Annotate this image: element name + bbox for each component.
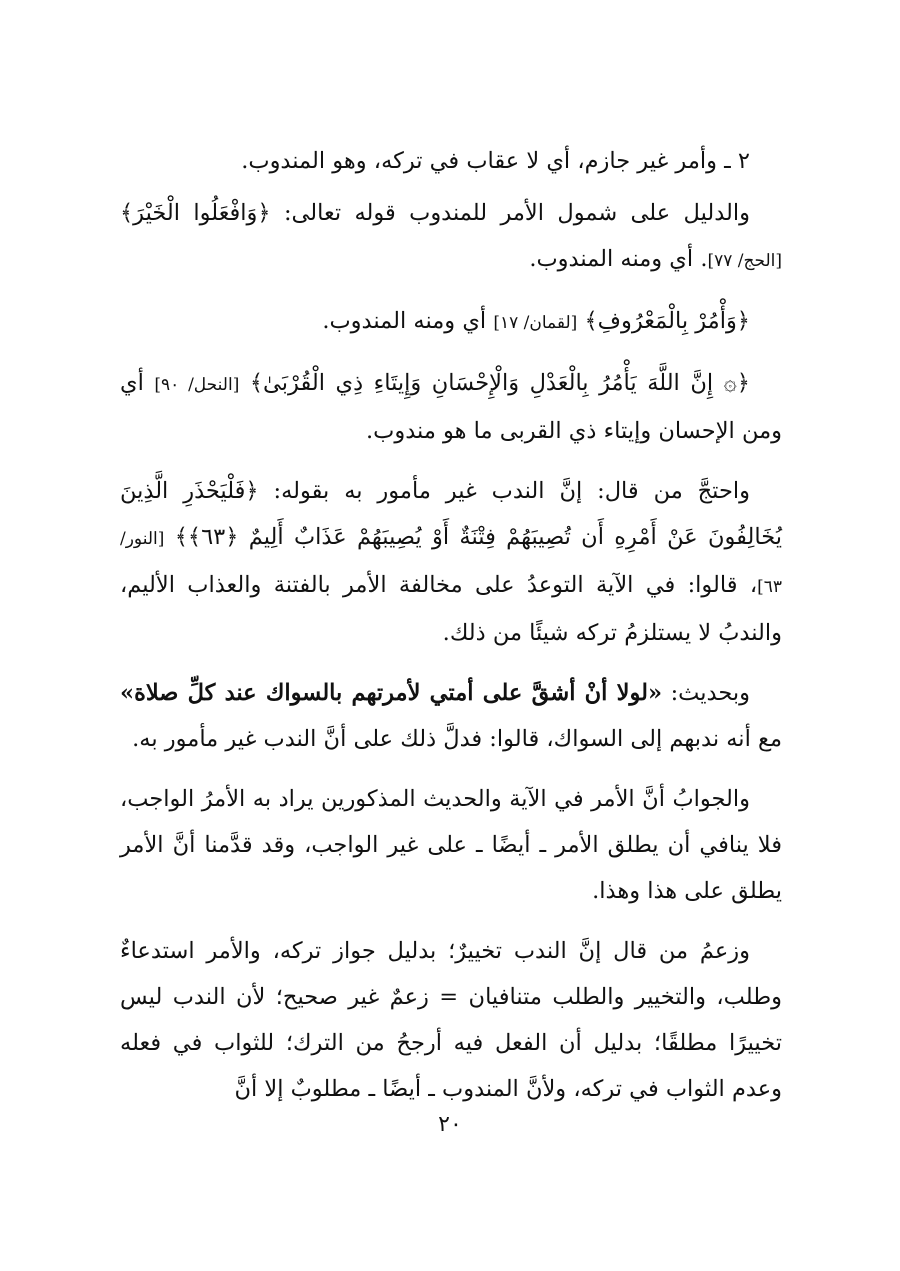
page-number: ٢٠ [438, 1112, 462, 1137]
paragraph-5 [120, 468, 782, 656]
paragraph-4-tail: أي ومن الإحسان وإيتاء ذي القربى ما هو مندوب. [120, 370, 782, 444]
paragraph-6-tail: مع أنه ندبهم إلى السواك، قالوا: فدلَّ ذلك على أنَّ الندب غير مأمور به. [132, 726, 782, 752]
paragraph-5-tail: ، قالوا: في الآية التوعدُ على مخالفة الأمر بالفتنة والعذاب الأليم، والندبُ لا يستلزمُ تركه شيئًا من ذلك. [120, 572, 782, 646]
paragraph-7-text: والجوابُ أنَّ الأمر في الآية والحديث المذكورين يراد به الأمرُ الواجب، فلا ينافي أن يطلق الأمر ـ أيضًا ـ على غير الواجب، وقد قدَّمنا أنَّ الأمر يطلق على هذا وهذا. [120, 786, 782, 904]
paragraph-8 [120, 928, 782, 1112]
paragraph-3 [120, 298, 782, 346]
paragraph-5-intro: واحتجَّ من قال: إنَّ الندب غير مأمور به بقوله: [273, 478, 751, 504]
quran-verse: ﴿وَافْعَلُوا الْخَيْرَ﴾ [120, 200, 271, 226]
verse-reference: [النحل/ ٩٠] [154, 375, 240, 395]
verse-reference: [النور/ ٦٣] [120, 529, 782, 597]
quran-verse: ﴿فَلْيَحْذَرِ الَّذِينَ يُخَالِفُونَ عَنْ أَمْرِهِ أَن تُصِيبَهُمْ فِتْنَةٌ أَوْ يُصِيبَهُمْ عَذَابٌ أَلِيمٌ ﴿٦٣﴾﴾ [120, 478, 782, 550]
quran-verse: ﴿وَأْمُرْ بِالْمَعْرُوفِ﴾ [584, 308, 750, 334]
paragraph-7 [120, 776, 782, 914]
paragraph-2 [120, 190, 782, 284]
paragraph-1 [120, 138, 782, 184]
hadith-quote: «لولا أنْ أشقَّ على أمتي لأمرتهم بالسواك عند كلِّ صلاة» [120, 680, 663, 706]
quran-verse: ﴿۞ إِنَّ اللَّهَ يَأْمُرُ بِالْعَدْلِ وَالْإِحْسَانِ وَإِيتَاءِ ذِي الْقُرْبَىٰ﴾ [249, 370, 750, 396]
verse-reference: [الحج/ ٧٧] [707, 251, 782, 271]
verse-reference: [لقمان/ ١٧] [493, 313, 578, 333]
page-body [120, 138, 782, 1126]
paragraph-2-intro: والدليل على شمول الأمر للمندوب قوله تعالى: [283, 200, 750, 226]
paragraph-6-intro: وبحديث: [670, 680, 750, 706]
paragraph-3-tail: أي ومنه المندوب. [322, 308, 487, 334]
paragraph-8-text: وزعمُ من قال إنَّ الندب تخييرٌ؛ بدليل جواز تركه، والأمر استدعاءٌ وطلب، والتخيير والطلب متنافيان = زعمٌ غير صحيح؛ لأن الندب ليس تخييرًا مطلقًا؛ بدليل أن الفعل فيه أرجحُ من الترك؛ للثواب في فعله وعدم الثواب في تركه، ولأنَّ المندوب ـ أيضًا ـ مطلوبٌ إلا أنَّ [120, 938, 782, 1102]
paragraph-2-tail: . أي ومنه المندوب. [529, 246, 708, 272]
paragraph-4 [120, 360, 782, 454]
paragraph-6 [120, 670, 782, 762]
paragraph-1-text: ٢ ـ وأمر غير جازم، أي لا عقاب في تركه، وهو المندوب. [241, 148, 750, 174]
